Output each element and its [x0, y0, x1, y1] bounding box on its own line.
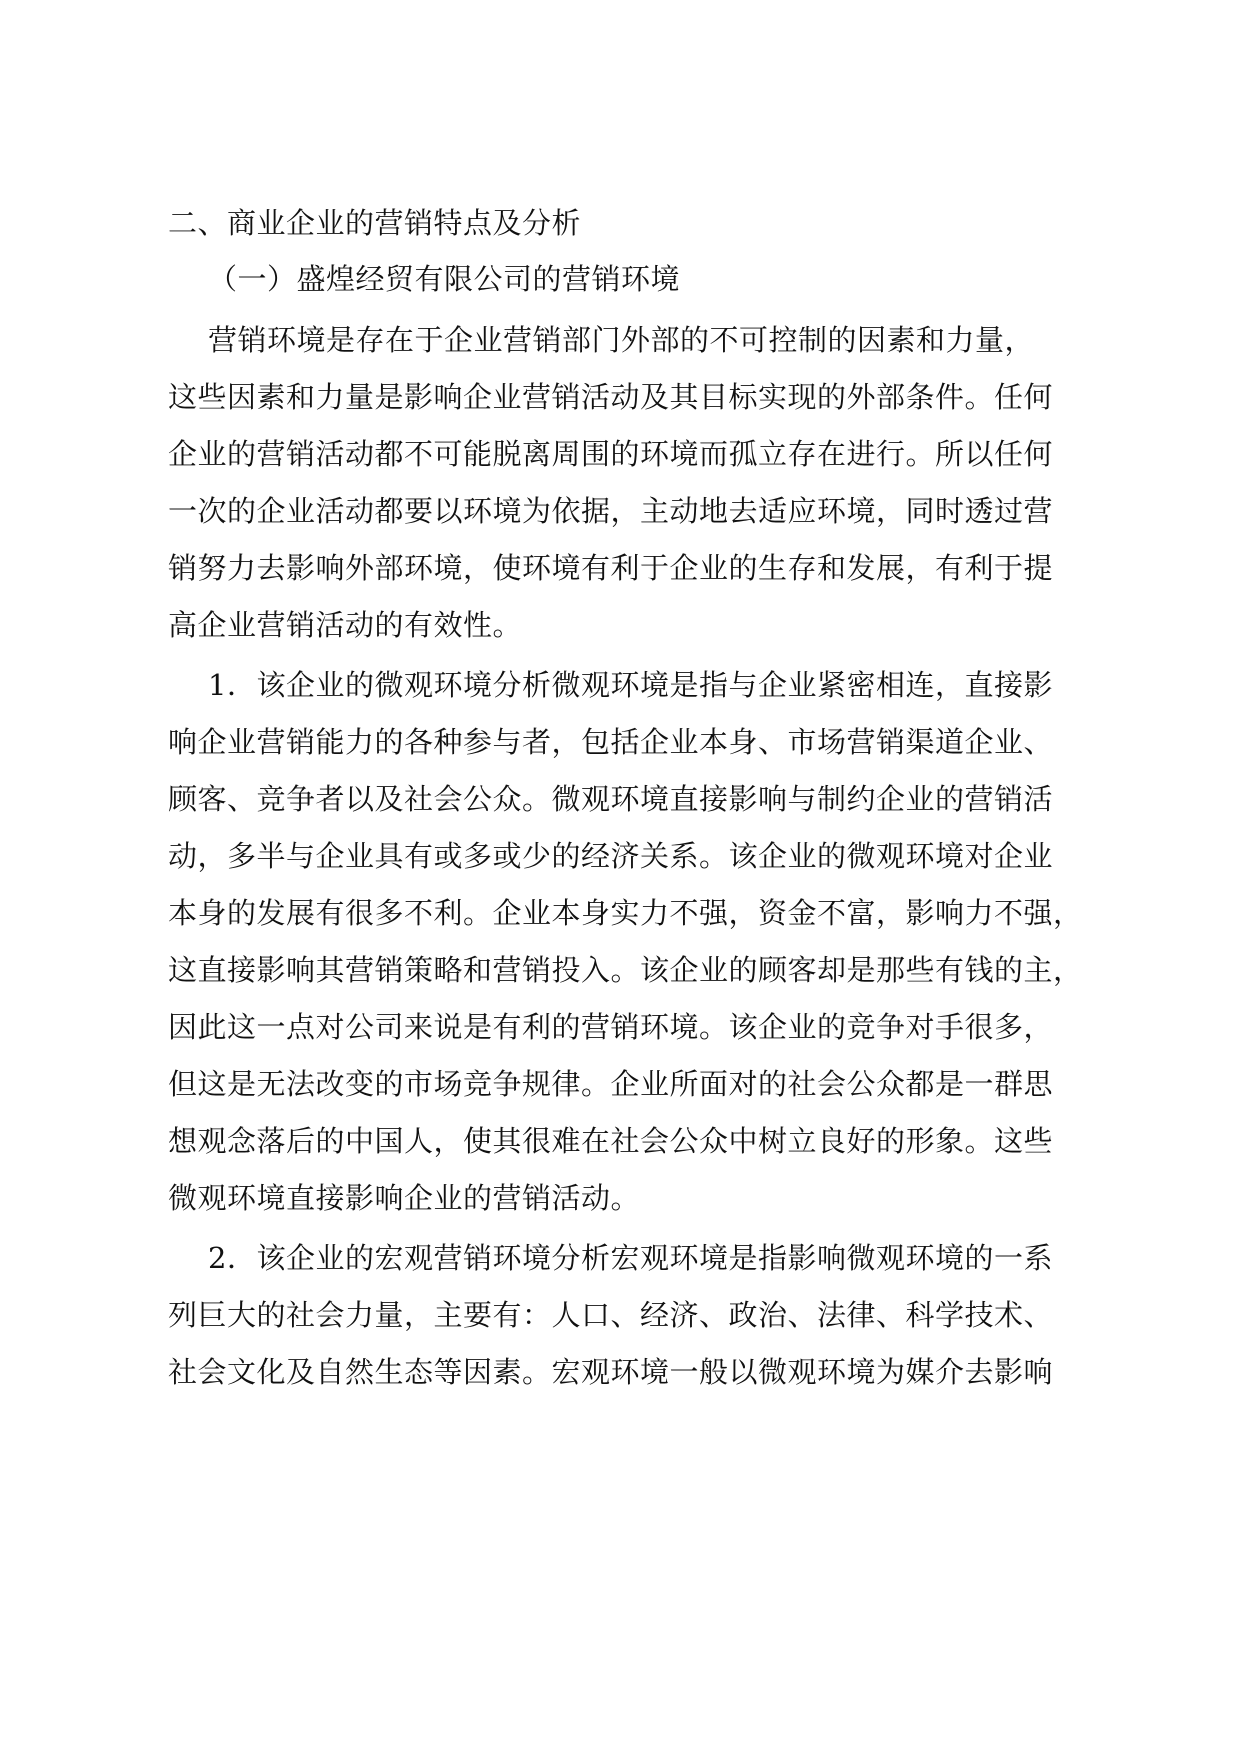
- paragraph-line: 一次的企业活动都要以环境为依据，主动地去适应环境，同时透过营: [168, 494, 1054, 528]
- paragraph-line: 1．该企业的微观环境分析微观环境是指与企业紧密相连，直接影: [208, 668, 1053, 702]
- paragraph-line: 这些因素和力量是影响企业营销活动及其目标实现的外部条件。任何: [168, 380, 1054, 414]
- paragraph-line: 2．该企业的宏观营销环境分析宏观环境是指影响微观环境的一系: [208, 1241, 1053, 1275]
- section-heading: 二、商业企业的营销特点及分析: [168, 206, 582, 240]
- paragraph-line: 这直接影响其营销策略和营销投入。该企业的顾客却是那些有钱的主，: [168, 953, 1083, 987]
- paragraph-line: 因此这一点对公司来说是有利的营销环境。该企业的竞争对手很多，: [168, 1010, 1054, 1044]
- paragraph-line: 微观环境直接影响企业的营销活动。: [168, 1181, 641, 1215]
- paragraph-line: 列巨大的社会力量，主要有：人口、经济、政治、法律、科学技术、: [168, 1298, 1054, 1332]
- paragraph-line: 想观念落后的中国人，使其很难在社会公众中树立良好的形象。这些: [168, 1124, 1054, 1158]
- subsection-heading: （一）盛煌经贸有限公司的营销环境: [208, 262, 681, 296]
- paragraph-line: 销努力去影响外部环境，使环境有利于企业的生存和发展，有利于提: [168, 551, 1054, 585]
- paragraph-line: 营销环境是存在于企业营销部门外部的不可控制的因素和力量，: [208, 323, 1035, 357]
- paragraph-line: 企业的营销活动都不可能脱离周围的环境而孤立存在进行。所以任何: [168, 437, 1054, 471]
- paragraph-line: 本身的发展有很多不利。企业本身实力不强，资金不富，影响力不强，: [168, 896, 1083, 930]
- paragraph-line: 顾客、竞争者以及社会公众。微观环境直接影响与制约企业的营销活: [168, 782, 1054, 816]
- paragraph-line: 动，多半与企业具有或多或少的经济关系。该企业的微观环境对企业: [168, 839, 1054, 873]
- paragraph-line: 高企业营销活动的有效性。: [168, 608, 523, 642]
- paragraph-line: 响企业营销能力的各种参与者，包括企业本身、市场营销渠道企业、: [168, 725, 1054, 759]
- paragraph-line: 但这是无法改变的市场竞争规律。企业所面对的社会公众都是一群思: [168, 1067, 1054, 1101]
- paragraph-line: 社会文化及自然生态等因素。宏观环境一般以微观环境为媒介去影响: [168, 1355, 1054, 1389]
